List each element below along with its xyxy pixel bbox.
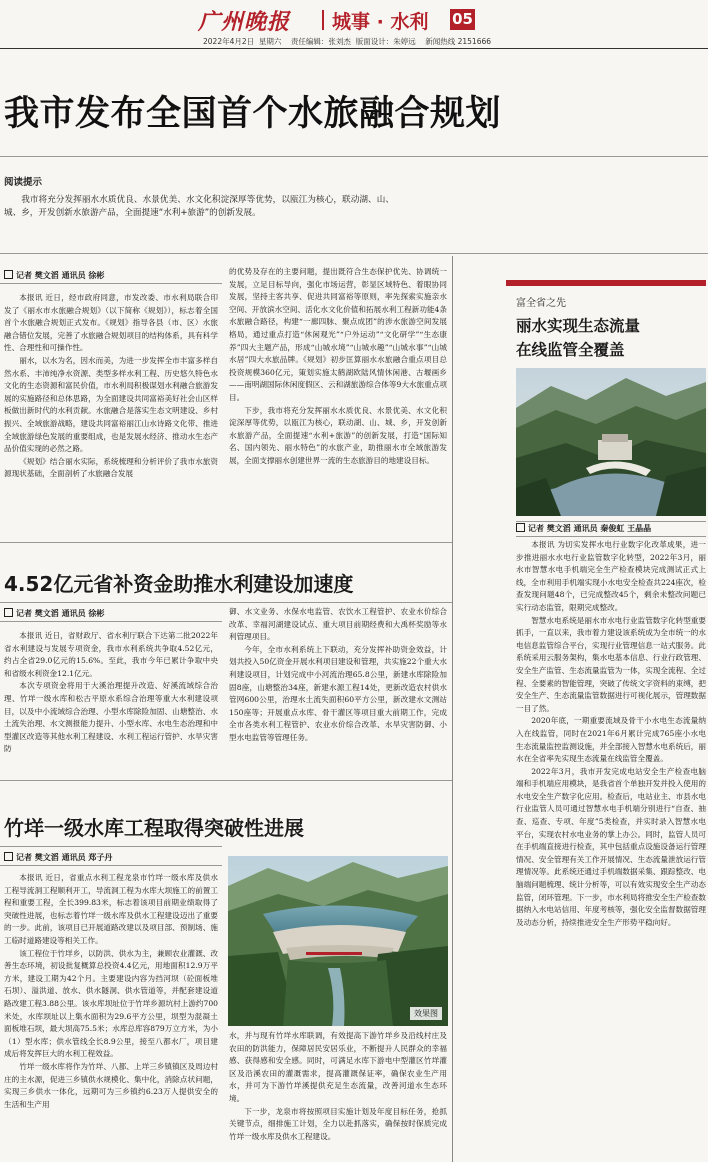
article2-col2-para: 今年，全市水利系统上下联动，充分发挥补助资金效益，计划共投入50亿资金开展水利项目建设和管理，共实施22个重大水利建设项目，计划完成中小河流治理65.8公里，新建水库除险加固8座，山塘整治34座，新建水源工程14处，更新改造农村供水管网600公里，治理水土流失面积60平方公里，新改建水文测站150座等；开展重点水库、骨干灌区等项目重大前期工作，完成全市各类水利工程管护、农业水价综合改革、水旱灾害防御、小型水电监管等管理任务。 [229,644,447,742]
article2-top-rule [0,542,452,543]
article1-col1-para: 本报讯 近日，经市政府同意，市发改委、市水利局联合印发了《丽水市水旅融合规划》（以下简称《规划》），标志着全国首个水旅融合规划正式发布。《规划》指导各县（市、区）水旅融合错位发展，完善了水旅融合规划项目的结构体系，具有科学性、合理性和可操作性。 [4,293,218,353]
sidebar-title-line1: 丽水实现生态流量 [516,317,641,335]
article3-col1 [4,872,218,1162]
article3-top-rule [0,780,452,781]
article3-col1-para: 本报讯 近日，省重点水利工程龙泉市竹垟一级水库及供水工程导流洞工程顺利开工，导流洞工程为水库大坝施工的前置工程和重要工程，全长399.83米，标志着该项目前期业绩取得了突破性进展，也标志着竹垟一级水库及供水工程建设迈出了重要的一步。此前，该项目已开展道路改建以及项目部、预制场、施工临时道路建设等相关工作。 [4,873,218,945]
sidebar-para: 本报讯 为切实发挥水电行业数字化改革成果，进一步推进丽水水电行业监管数字化转型，2022年3月，丽水市智慧水电手机端完全生产检查模块完成测试正式上线，全市利用手机端实现小水电安全检查共224座次，检查发现问题48个，已完成整改45个，剩余未整改问题已实行动态监管，限期完成整改。 [516,540,706,612]
article1-col2-para: 下步，我市将充分发挥丽水水质优良、水景优美、水文化积淀深厚等优势，以瓯江为核心，联动湖、山、城、乡，开发创新水旅游产品，全面提速“水利+旅游”的创新发展，打造“国际知名、国内领先、丽水特色”的水旅产业，助推丽水市全域旅游发展，全面支撑丽水创建世界一流的生态旅游目的地建设目标。 [229,405,447,465]
hydropower-photo [516,368,706,516]
article3-byline-rule [0,865,222,866]
article1-col1-para: 丽水，以水为名，因水而美，为进一步发挥全市丰富多样自然水系、丰沛纯净水资源、类型多样水利工程、历史悠久特色水文化的生态资源和富民价值，市水利局积极谋划水利融合旅游发展的实施路径和总体思路，为全面建设共同富裕美好社会山区样板做出新时代的水利贡献。水旅融合是落实生态文明建设、乡村振兴、全域旅游战略，建设共同富裕丽江山水诗路文化带、推进全域旅游绿色发展的重要组成，也是发展水经济、推动水生态产品价值实现的必然之路。 [4,355,218,454]
byline-square-icon [516,523,525,532]
article3-col2-para: 下一步，龙泉市将按照项目实施计划及年度目标任务，抢抓关键节点，细排施工计划，全力以赴抓落实，确保按时保质完成竹垟一级水库及供水工程建设。 [229,1106,447,1141]
article1-col1 [4,292,218,534]
article2-col2 [229,606,447,772]
article3-byline: 记者 樊文滔 通讯员 郑子丹 [4,852,112,863]
article1-byline: 记者 樊文滔 通讯员 徐彬 [4,270,104,281]
sidebar-title-line2: 在线监管全覆盖 [516,341,625,359]
article1-col1-para: 《规划》结合丽水实际，系统梳理和分析评价了我市水旅资源现状基础，全面剖析了水旅融合发展 [4,456,218,479]
reading-tip-box [4,174,394,220]
reading-tip-label: 阅读提示 [4,177,43,188]
article2-col1 [4,630,218,772]
byline-square-icon [4,608,13,617]
sidebar-kicker: 富全省之先 [516,298,566,309]
article2-headline: 4.52亿元省补资金助推水利建设加速度 [4,572,354,596]
article3-col2 [229,1030,447,1162]
article3-col2-para: 水，并与现有竹垟水库联调，有效提高下游竹垟乡及沿线村庄及农田的防洪能力，保障居民安居乐业，不断提升人民群众的幸福感、获得感和安全感。同时，可满足水库下游电中型灌区竹垟灌区及沿溪农田的灌溉需求，提高灌溉保证率，确保农业生产用水，并可为下游竹垟溪提供充足生态流量，改善河道水生态环境。 [229,1031,447,1103]
masthead [0,0,708,48]
sidebar-header-bar [506,280,706,286]
article2-col2-para: 御、水文业务、水保水电监管、农饮水工程管护、农业水价综合改革、幸福河湖建设试点、重大项目前期经费和大禹杯奖励等水利管理项目。 [229,607,447,642]
article3-headline: 竹垟一级水库工程取得突破性进展 [4,816,304,840]
article2-col1-para: 本次专项资金将用于大溪治理提升改造、好溪流域综合治理、竹垟一级水库和松古平原水系综合治理等重大水利建设项目，以及中小流域综合治理、小型水库除险加固、山塘整治、水土流失治理、水文测报能力提升、小型水库、水电生态治理和中型灌区改造等其他水利工程建设、水利工程运行管护、水旱灾害防 [4,681,218,754]
article2-byline: 记者 樊文滔 通讯员 徐彬 [4,608,104,619]
section-name: 城事 · 水利 [332,11,429,33]
reservoir-rendering-photo [228,856,448,1026]
sidebar-body [516,539,706,1162]
sidebar-para: 2020年底，一期重要流域及骨干小水电生态流量纳入在线监管，同时在2021年6月累计完成765座小水电生态流量监控监测设施，并全部接入智慧水电系统后，丽水在全省率先实现生态流量在线监管全覆盖。 [516,716,706,764]
article1-col2 [229,266,447,534]
article1-col2-para: 的优势及存在的主要问题，提出既符合生态保护优先、协调统一发展，立足目标导向，强化市场运营，彰显区域特色、着眼协同发展，坚持主客共享、促进共同富裕等原则，率先探索实施亲水空间、开放滨水空间、活化水文化价值和拓展水利工程新功能4条水旅融合路径，构建“一廊四脉、聚点成团”的涉水旅游空间发展格局，通过重点打造“休闲观光”“户外运动”“文化研学”“生态康养”四大主题产品，形成“山城水境”“山城水趣”“山城水事”“山城水居”四大水旅品牌。《规划》初步匡算丽水水旅融合重点项目总投资规模360亿元，策划实施太鹤湖欧陆风情休闲港、古堰画乡——南明湖国际休闲度假区、云和湖旅游综合体等9大水旅重点项目。 [229,267,447,402]
article3-col1-para: 竹垟一级水库将作为竹垟、八都、上垟三乡镇镇区及周边村庄的主水源，促进三乡镇供水规模化、集中化，消除点状问题，实现三乡供水一体化，远期可为三乡镇约6.23万人提供安全的生活和生产用 [4,1061,218,1109]
article2-col1-para: 本报讯 近日，省财政厅、省水利厅联合下达第二批2022年省水利建设与发展专项资金，我市水利系统共争取4.52亿元，约占全省29.0亿元的15.6%。至此，我市今年已累计争取中央和省级水利资金12.1亿元。 [4,631,218,678]
section-divider [322,10,324,30]
masthead-rule [0,48,708,49]
sidebar-byline-rule [516,521,706,522]
image-caption: 效果图 [410,1007,442,1020]
byline-square-icon [4,852,13,861]
sidebar [458,256,708,1162]
headline-rule [0,156,708,157]
article2-byline-rule [0,621,222,622]
sidebar-para: 智慧水电系统是丽水市水电行业监管数字化转型重要抓手，一直以来，我市着力建设该系统成为全市统一的水电信息监管综合平台，实现行业管理信息一站式服务。此系统采用云服务架构，集水电基本信息、行业行政管理、安全生产监管、生态流量监管为一体，实现全流程、全过程、全要素的智能管理，突破了传统文字资料的束缚，把安全生产、生态流量监管数据进行可视化展示，管理数据一目了然。 [516,615,706,713]
article1-byline-rule [0,283,222,284]
paper-name: 广州晚报 [198,9,291,35]
main-headline: 我市发布全国首个水旅融合规划 [4,94,502,134]
sidebar-byline-rule-bottom [516,536,706,537]
article3-headline-rule [0,846,222,847]
sidebar-para: 2022年3月，我市开发完成电站安全生产检查电脑端和手机端应用模块，是我省首个单独开发并投入使用的水电安全生产数字化应用。检查后，电站业主、市县水电行业监管人员可通过智慧水电手机端分别进行“自查、抽查、巡查、专项、年度”5类检查，并实时录入智慧水电平台，实现农村水电业务的掌上办公。同时，监管人员可在手机端直接进行检查，其中包括重点设施设备运行管理情况、安全管理有关工作开展情况、生态流量泄放运行管理情况等。此系统还通过手机端数据采集、跟踪整改、电脑端问题梳理、统计分析等，可以有效实现安全生产动态监管，闭环管理。下一步，市水利局将推安全生产检查数据纳入水电站信用、年度考核等，强化安全监督数据管理及动态分析，持续推进安全生产形势平稳向好。 [516,766,706,927]
masthead-info-line: 2022年4月2日 星期六 责任编辑：张刘杰 版面设计：朱婷远 新闻热线 2151666 [203,37,492,46]
reading-tip-rule [0,253,708,254]
article2-headline-rule [0,602,452,603]
sidebar-byline: 记者 樊文滔 通讯员 秦俊虹 王晶晶 [516,523,651,534]
page-number-badge: 05 [450,9,475,30]
byline-square-icon [4,270,13,279]
article3-col1-para: 该工程位于竹垟乡，以防洪、供水为主，兼顾农业灌溉、改善生态环境，初设批复概算总投资4.4亿元，用地面积12.9万平方米，建设工期为42个月。主要建设内容为挡河坝（砼面板堆石坝）、溢洪道、放水、供水隧洞、供水管道等，并配套建设道路改建工程3.88公里。该水库坝址位于竹垟乡源坑村上游约700米处，水库坝址以上集水面积为29.6平方公里，坝型为混凝土面板堆石坝，最大坝高75.5米；水库总库容879万立方米，为小（1）型水库；供水管线全长8.9公里，接至八都水厂，项目建成后将发挥巨大的水利工程效益。 [4,948,218,1059]
column-divider [452,256,453,1162]
reading-tip-text: 我市将充分发挥丽水水质优良、水景优美、水文化积淀深厚等优势，以瓯江为核心，联动湖、山、城、乡，开发创新水旅游产品，全面提速“水利+旅游”的创新发展。 [4,195,394,218]
